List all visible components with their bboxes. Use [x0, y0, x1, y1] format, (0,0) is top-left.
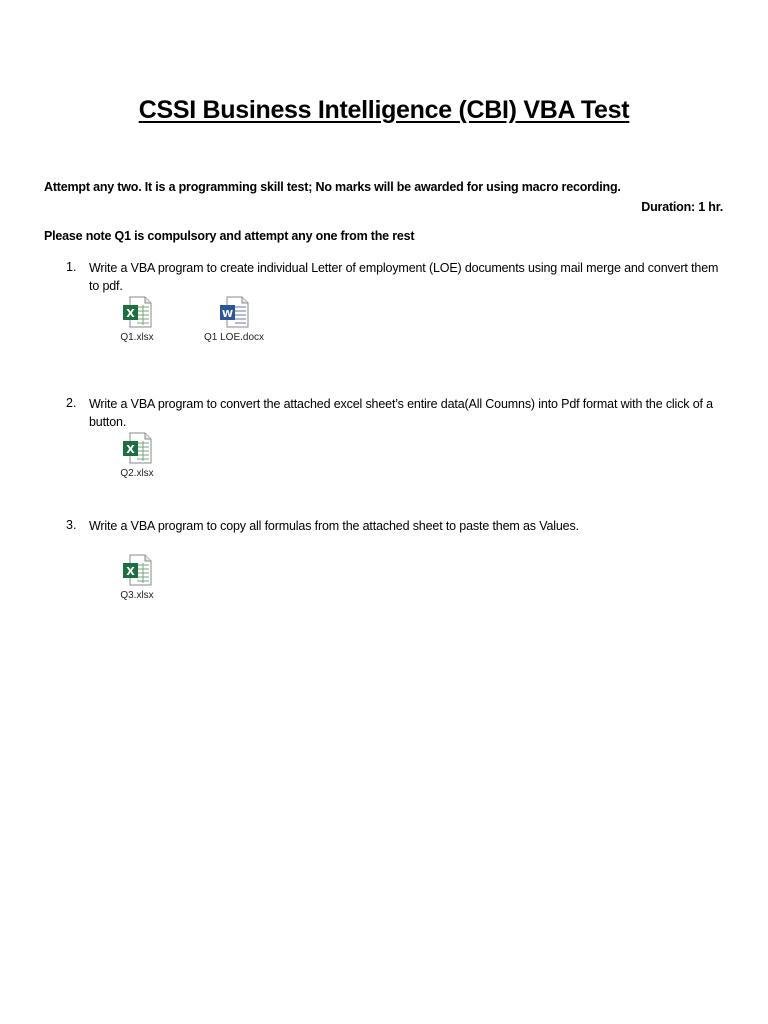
word-file-icon — [218, 296, 250, 328]
duration-text: Duration: 1 hr. — [641, 200, 723, 214]
question-1-number: 1. — [66, 260, 77, 274]
attachment-label: Q1 LOE.docx — [203, 332, 265, 343]
excel-file-icon — [121, 296, 153, 328]
instruction-text: Attempt any two. It is a programming skill test; No marks will be awarded for using macro recording. — [44, 180, 621, 194]
attachment-q1-loe-docx[interactable] — [189, 296, 279, 343]
compulsory-note: Please note Q1 is compulsory and attempt any one from the rest — [44, 229, 415, 243]
excel-file-icon — [121, 554, 153, 586]
excel-file-icon — [121, 432, 153, 464]
svg-text:X: X — [126, 307, 135, 320]
attachment-q1-xlsx[interactable] — [92, 296, 182, 343]
attachment-label: Q1.xlsx — [120, 332, 154, 343]
attachment-q3-xlsx[interactable] — [92, 554, 182, 601]
question-1-text: Write a VBA program to create individual Letter of employment (LOE) documents using mail merge and convert them to pdf. — [89, 261, 719, 293]
svg-text:W: W — [221, 309, 234, 320]
question-2-number: 2. — [66, 396, 77, 410]
page-title: CSSI Business Intelligence (CBI) VBA Test — [138, 96, 630, 124]
svg-text:X: X — [126, 565, 135, 578]
attachment-q2-xlsx[interactable] — [92, 432, 182, 479]
question-3-text: Write a VBA program to copy all formulas from the attached sheet to paste them as Values. — [89, 519, 579, 533]
question-2-text: Write a VBA program to convert the attached excel sheet’s entire data(All Coumns) into Pdf format with the click of a button. — [89, 397, 713, 429]
attachment-label: Q2.xlsx — [120, 468, 154, 479]
attachment-label: Q3.xlsx — [120, 590, 154, 601]
svg-text:X: X — [126, 443, 135, 456]
question-3-number: 3. — [66, 518, 77, 532]
